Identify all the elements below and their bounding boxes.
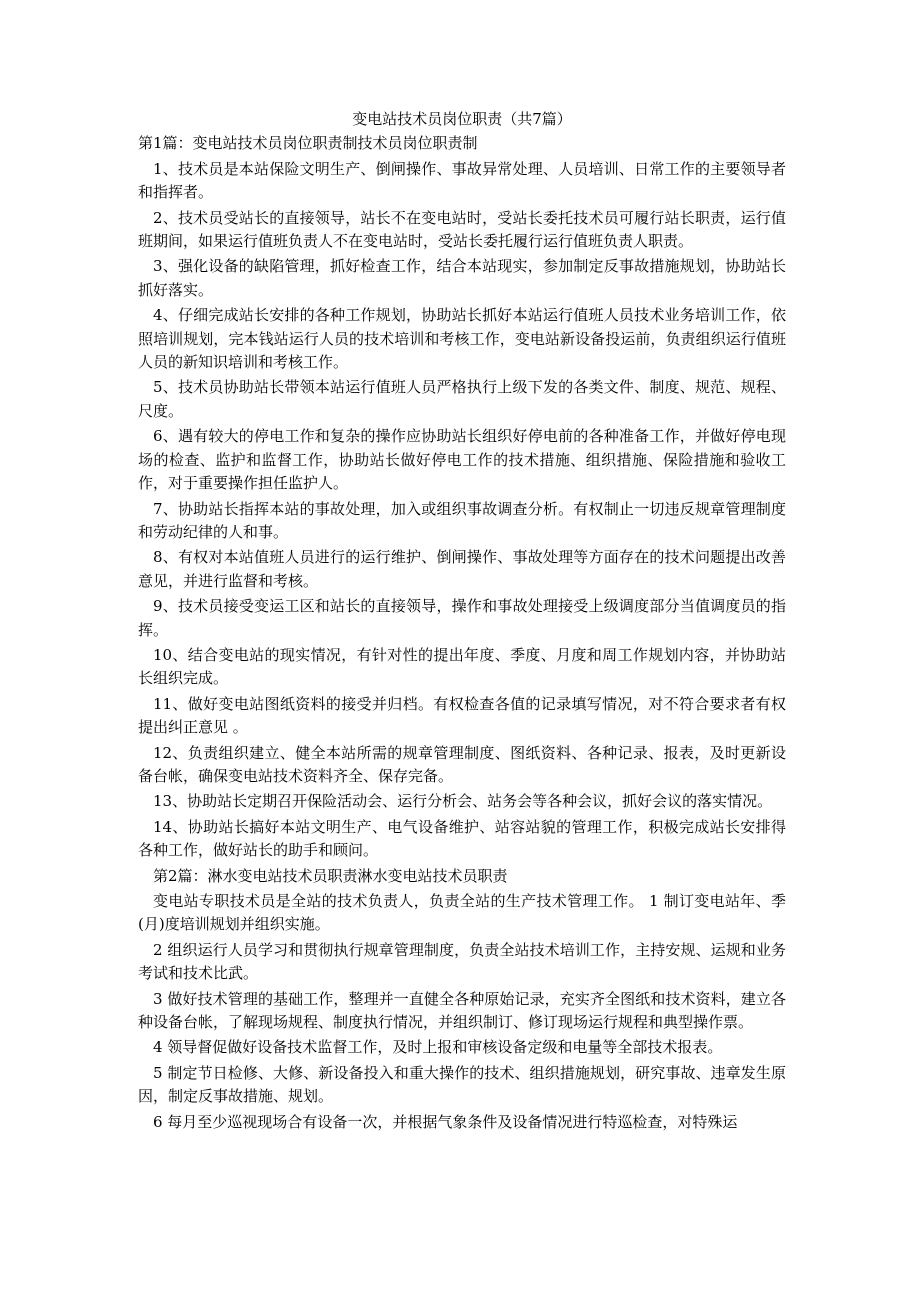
- section-1-item: 6、遇有较大的停电工作和复杂的操作应协助站长组织好停电前的各种准备工作，并做好停电现场的检查、监护和监督工作，协助站长做好停电工作的技术措施、组织措施、保险措施和验收工作，对于重要操作担任监护人。: [138, 427, 786, 493]
- section-1-item: 14、协助站长搞好本站文明生产、电气设备维护、站容站貌的管理工作，积极完成站长安排得各种工作，做好站长的助手和顾问。: [138, 817, 786, 860]
- section-2-item: 6 每月至少巡视现场合有设备一次，并根据气象条件及设备情况进行特巡检查，对特殊运: [153, 1112, 738, 1131]
- section-2-item: 4 领导督促做好设备技术监督工作，及时上报和审核设备定级和电量等全部技术报表。: [153, 1038, 723, 1057]
- document-page: [138, 108, 786, 1136]
- document-title: 变电站技术员岗位职责（共7篇）: [352, 110, 572, 128]
- section-2-item: 5 制定节日检修、大修、新设备投入和重大操作的技术、组织措施规划，研究事故、违章发生原因，制定反事故措施、规划。: [138, 1063, 786, 1106]
- section-1-item: 4、仔细完成站长安排的各种工作规划，协助站长抓好本站运行值班人员技术业务培训工作，依照培训规划，完本钱站运行人员的技术培训和考核工作，变电站新设备投运前，负责组织运行值班人员的新知识培训和考核工作。: [138, 306, 786, 372]
- section-1-item: 7、协助站长指挥本站的事故处理，加入或组织事故调查分析。有权制止一切违反规章管理制度和劳动纪律的人和事。: [138, 499, 786, 541]
- section-1-item: 1、技术员是本站保险文明生产、倒闸操作、事故异常处理、人员培训、日常工作的主要领导者和指挥者。: [138, 159, 786, 202]
- section-1-item: 2、技术员受站长的直接领导，站长不在变电站时，受站长委托技术员可履行站长职责，运行值班期间，如果运行值班负责人不在变电站时，受站长委托履行运行值班负责人职责。: [138, 208, 786, 251]
- section-1-item: 13、协助站长定期召开保险活动会、运行分析会、站务会等各种会议，抓好会议的落实情况。: [153, 792, 773, 811]
- section-1-item: 8、有权对本站值班人员进行的运行维护、倒闸操作、事故处理等方面存在的技术问题提出改善意见，并进行监督和考核。: [138, 548, 786, 590]
- section-1-item: 5、技术员协助站长带领本站运行值班人员严格执行上级下发的各类文件、制度、规范、规程、尺度。: [138, 378, 786, 420]
- section-2-item: 2 组织运行人员学习和贯彻执行规章管理制度，负责全站技术培训工作，主持安规、运规和业务考试和技术比武。: [138, 940, 786, 983]
- section-1-heading: 第1篇：变电站技术员岗位职责制技术员岗位职责制: [138, 134, 478, 153]
- section-1-item: 10、结合变电站的现实情况，有针对性的提出年度、季度、月度和周工作规划内容，并协助站长组织完成。: [138, 645, 786, 688]
- section-2-item: 3 做好技术管理的基础工作，整理并一直健全各种原始记录，充实齐全图纸和技术资料，建立各种设备台帐，了解现场规程、制度执行情况，并组织制订、修订现场运行规程和典型操作票。: [138, 989, 786, 1032]
- section-1-item: 11、做好变电站图纸资料的接受并归档。有权检查各值的记录填写情况，对不符合要求者有权提出纠正意见 。: [138, 694, 786, 737]
- section-1-item: 12、负责组织建立、健全本站所需的规章管理制度、图纸资料、各种记录、报表，及时更新设备台帐，确保变电站技术资料齐全、保存完备。: [138, 743, 786, 785]
- section-1-item: 9、技术员接受变运工区和站长的直接领导，操作和事故处理接受上级调度部分当值调度员的指挥。: [138, 597, 786, 639]
- section-2-heading: 第2篇：淋水变电站技术员职责淋水变电站技术员职责: [153, 866, 508, 885]
- section-1-item: 3、强化设备的缺陷管理，抓好检查工作，结合本站现实，参加制定反事故措施规划，协助站长抓好落实。: [138, 257, 786, 299]
- section-2-item: 变电站专职技术员是全站的技术负责人，负责全站的生产技术管理工作。 1 制订变电站年、季(月)度培训规划并组织实施。: [138, 892, 786, 934]
